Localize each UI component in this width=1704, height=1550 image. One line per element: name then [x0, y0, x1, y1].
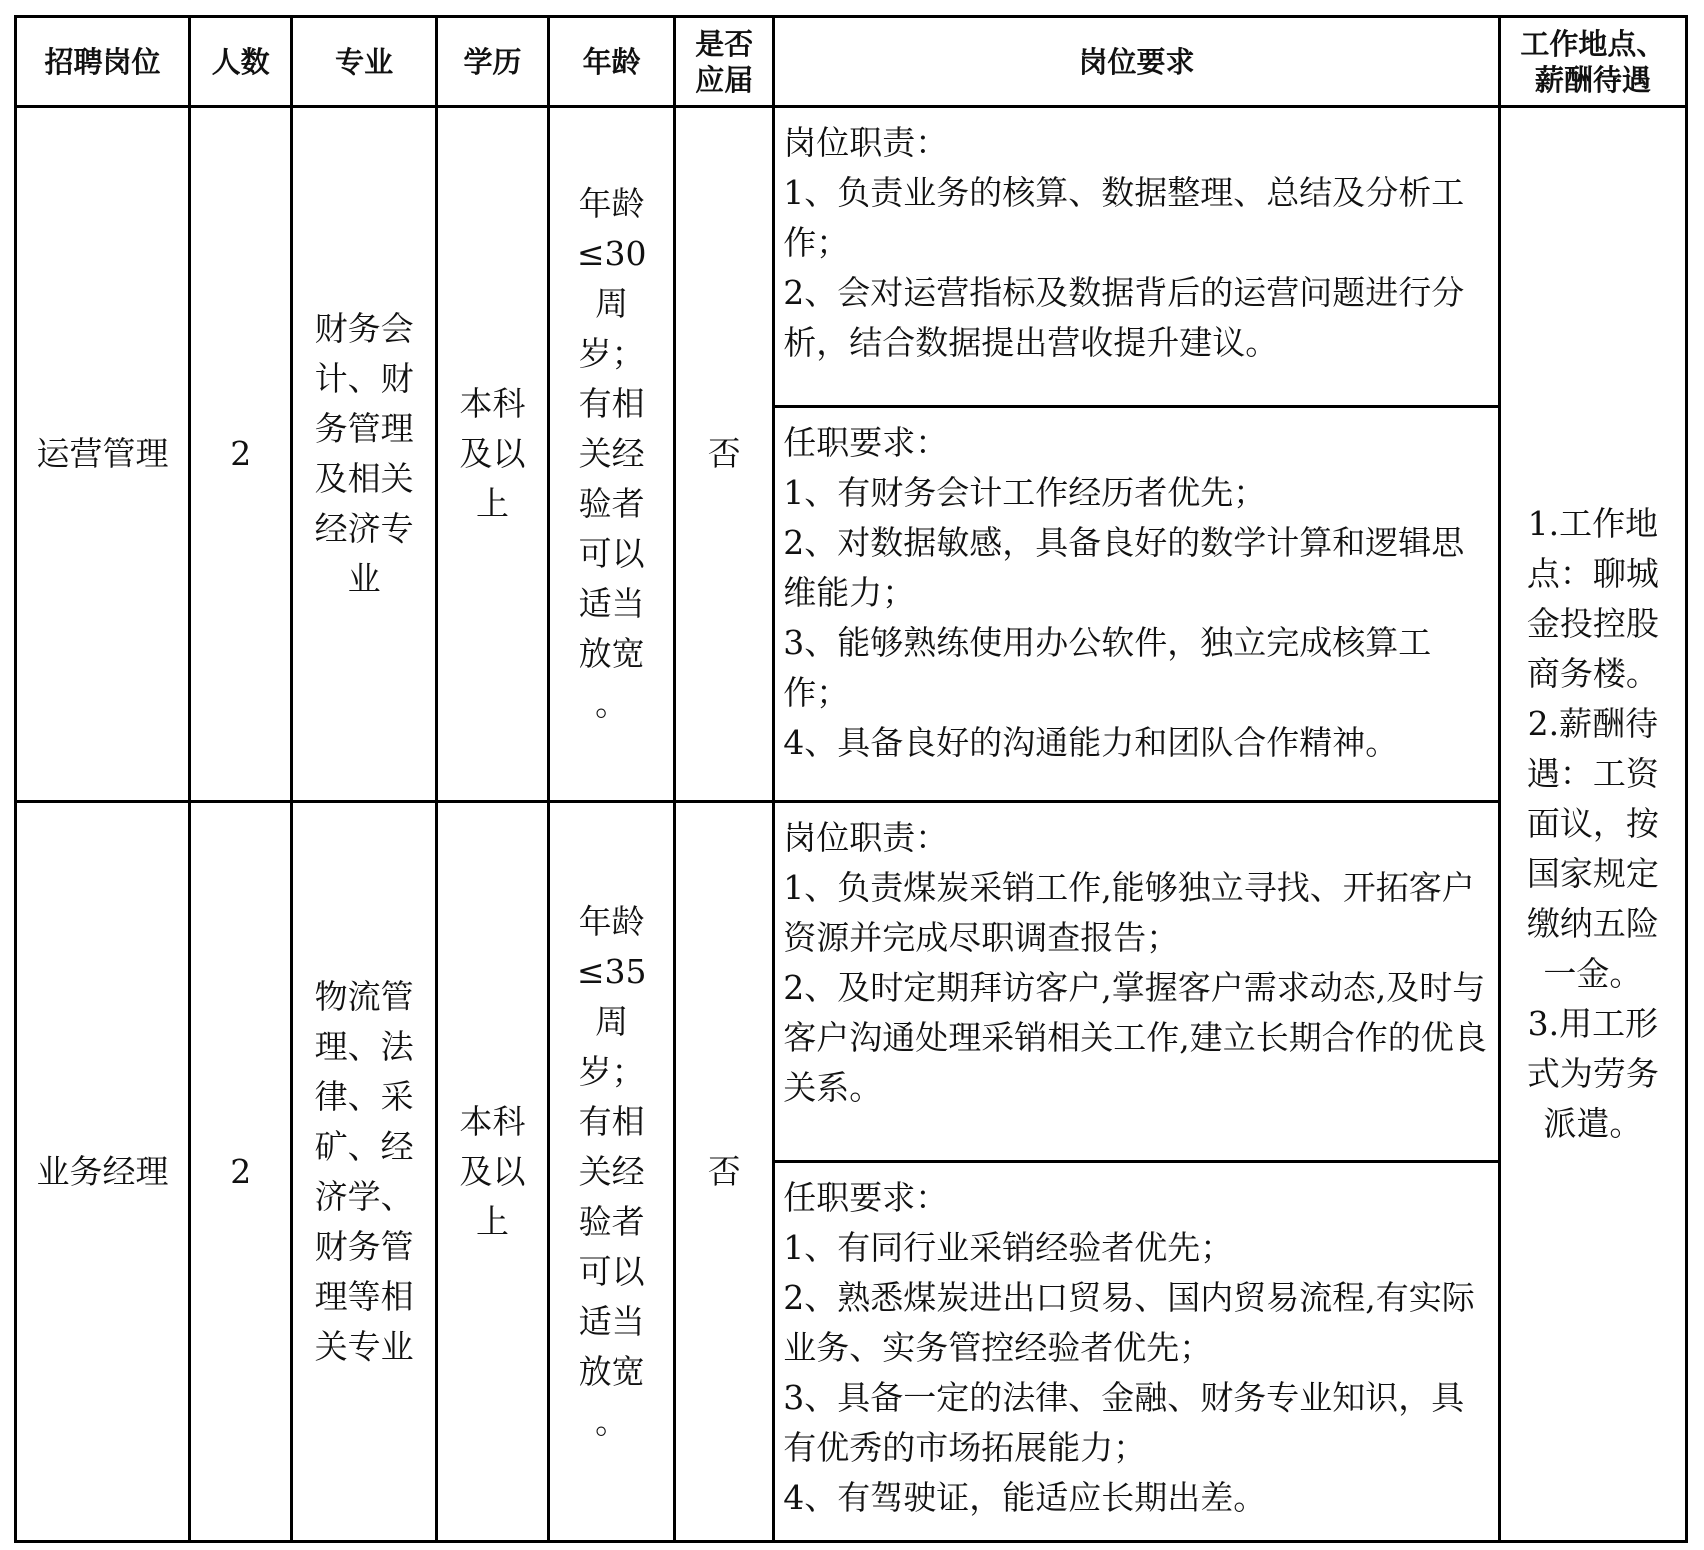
text-line: 2、熟悉煤炭进出口贸易、国内贸易流程,有实际业务、实务管控经验者优先； — [783, 1278, 1475, 1367]
position-cell: 运营管理 — [16, 107, 190, 802]
text-line: 1、负责煤炭采销工作,能够独立寻找、开拓客户资源并完成尽职调查报告； — [783, 868, 1475, 957]
header-location — [1499, 17, 1686, 107]
text-line: 务管理 — [314, 409, 414, 448]
text-line: 适当 — [578, 584, 645, 623]
text-line: 1、有财务会计工作经历者优先； — [783, 473, 1267, 512]
text-line: 适当 — [578, 1301, 645, 1341]
education-lines — [460, 379, 526, 529]
quals-list — [783, 1223, 1490, 1523]
text-line: 1、有同行业采销经验者优先； — [783, 1228, 1234, 1267]
header-age: 年龄 — [549, 17, 675, 107]
text-line: 2.薪酬待 — [1527, 704, 1659, 743]
text-line: 及以 — [459, 434, 526, 473]
education-lines — [460, 1097, 526, 1247]
text-line: 。 — [595, 684, 629, 723]
text-line: 年龄 — [578, 184, 645, 223]
header-graduate — [675, 17, 774, 107]
text-line: 关专业 — [314, 1326, 414, 1366]
text-line: 物流管 — [314, 976, 414, 1016]
text-line: 岁； — [578, 334, 645, 373]
text-line: 1.工作地 — [1527, 504, 1659, 543]
text-line: 及以 — [459, 1151, 526, 1191]
text-line: 。 — [595, 1401, 629, 1441]
text-line: 1、负责业务的核算、数据整理、总结及分析工作； — [783, 173, 1465, 262]
age-cell — [549, 107, 675, 802]
header-row — [16, 17, 1687, 107]
text-line: 有相 — [578, 384, 645, 423]
count-cell: 2 — [190, 802, 292, 1542]
text-line: 面议，按 — [1526, 804, 1659, 843]
text-line: 可以 — [578, 534, 645, 573]
major-lines — [315, 972, 414, 1372]
text-line: 理等相 — [314, 1276, 414, 1316]
table-row — [16, 802, 1687, 1162]
text-line: 可以 — [578, 1251, 645, 1291]
duties-title: 岗位职责： — [783, 818, 949, 857]
text-line: 岁； — [578, 1051, 645, 1091]
text-line: 矿、经 — [314, 1126, 414, 1166]
text-line: 3、能够熟练使用办公软件，独立完成核算工作； — [783, 623, 1432, 712]
graduate-cell: 否 — [675, 802, 774, 1542]
header-location-line2: 薪酬待遇 — [1534, 62, 1651, 97]
text-line: 3.用工形 — [1527, 1004, 1659, 1043]
table-row — [16, 107, 1687, 407]
text-line: ≤35 — [576, 951, 647, 991]
text-line: 本科 — [459, 384, 526, 423]
graduate-cell: 否 — [675, 107, 774, 802]
text-line: 4、有驾驶证，能适应长期出差。 — [783, 1478, 1267, 1517]
quals-list — [783, 468, 1490, 768]
text-line: 2、及时定期拜访客户,掌握客户需求动态,及时与客户沟通处理采销相关工作,建立长期合作的优良关系。 — [783, 968, 1487, 1107]
text-line: 点：聊城 — [1526, 554, 1659, 593]
text-line: 上 — [476, 1201, 510, 1241]
text-line: 验者 — [578, 1201, 645, 1241]
education-cell — [437, 107, 549, 802]
text-line: 3、具备一定的法律、金融、财务专业知识，具有优秀的市场拓展能力； — [783, 1378, 1465, 1467]
header-position: 招聘岗位 — [16, 17, 190, 107]
quals-title: 任职要求： — [783, 1178, 949, 1217]
text-line: 式为劳务 — [1526, 1054, 1659, 1093]
duties-list — [783, 168, 1490, 368]
text-line: 2、会对运营指标及数据背后的运营问题进行分析，结合数据提出营收提升建议。 — [783, 273, 1465, 362]
text-line: 济学、 — [314, 1176, 414, 1216]
text-line: 及相关 — [314, 459, 414, 498]
text-line: 4、具备良好的沟通能力和团队合作精神。 — [783, 723, 1399, 762]
text-line: 商务楼。 — [1526, 654, 1659, 693]
quals-title: 任职要求： — [783, 423, 949, 462]
major-cell — [292, 107, 437, 802]
text-line: 关经 — [578, 434, 645, 473]
text-line: 2、对数据敏感，具备良好的数学计算和逻辑思维能力； — [783, 523, 1465, 612]
position-cell: 业务经理 — [16, 802, 190, 1542]
text-line: 年龄 — [578, 901, 645, 941]
header-major: 专业 — [292, 17, 437, 107]
text-line: 有相 — [578, 1101, 645, 1141]
text-line: ≤30 — [576, 234, 647, 273]
quals-cell — [774, 1162, 1500, 1542]
text-line: 验者 — [578, 484, 645, 523]
header-requirements: 岗位要求 — [774, 17, 1500, 107]
header-location-line1: 工作地点、 — [1520, 26, 1666, 61]
text-line: 遇：工资 — [1526, 754, 1659, 793]
count-cell: 2 — [190, 107, 292, 802]
major-lines — [315, 304, 414, 604]
text-line: 放宽 — [578, 1351, 645, 1391]
text-line: 财务会 — [314, 309, 414, 348]
quals-cell — [774, 407, 1500, 802]
age-lines — [577, 897, 647, 1447]
text-line: 本科 — [459, 1101, 526, 1141]
recruitment-table — [14, 15, 1688, 1543]
text-line: 业 — [347, 559, 381, 598]
header-graduate-line1: 是否 — [695, 26, 754, 61]
text-line: 关经 — [578, 1151, 645, 1191]
text-line: 金投控股 — [1526, 604, 1659, 643]
text-line: 经济专 — [314, 509, 414, 548]
text-line: 国家规定 — [1526, 854, 1659, 893]
major-cell — [292, 802, 437, 1542]
text-line: 一金。 — [1543, 954, 1643, 993]
text-line: 放宽 — [578, 634, 645, 673]
duties-cell — [774, 802, 1500, 1162]
text-line: 周 — [595, 1001, 629, 1041]
duties-title: 岗位职责： — [783, 123, 949, 162]
age-lines — [577, 179, 647, 729]
text-line: 派遣。 — [1543, 1104, 1643, 1143]
text-line: 周 — [595, 284, 629, 323]
location-cell — [1499, 107, 1686, 1542]
text-line: 上 — [476, 484, 510, 523]
location-lines — [1513, 499, 1673, 1149]
text-line: 理、法 — [314, 1026, 414, 1066]
header-education: 学历 — [437, 17, 549, 107]
education-cell — [437, 802, 549, 1542]
header-graduate-line2: 应届 — [695, 62, 754, 97]
duties-list — [783, 863, 1490, 1113]
text-line: 财务管 — [314, 1226, 414, 1266]
age-cell — [549, 802, 675, 1542]
text-line: 律、采 — [314, 1076, 414, 1116]
text-line: 计、财 — [314, 359, 414, 398]
text-line: 缴纳五险 — [1526, 904, 1659, 943]
header-count: 人数 — [190, 17, 292, 107]
duties-cell — [774, 107, 1500, 407]
